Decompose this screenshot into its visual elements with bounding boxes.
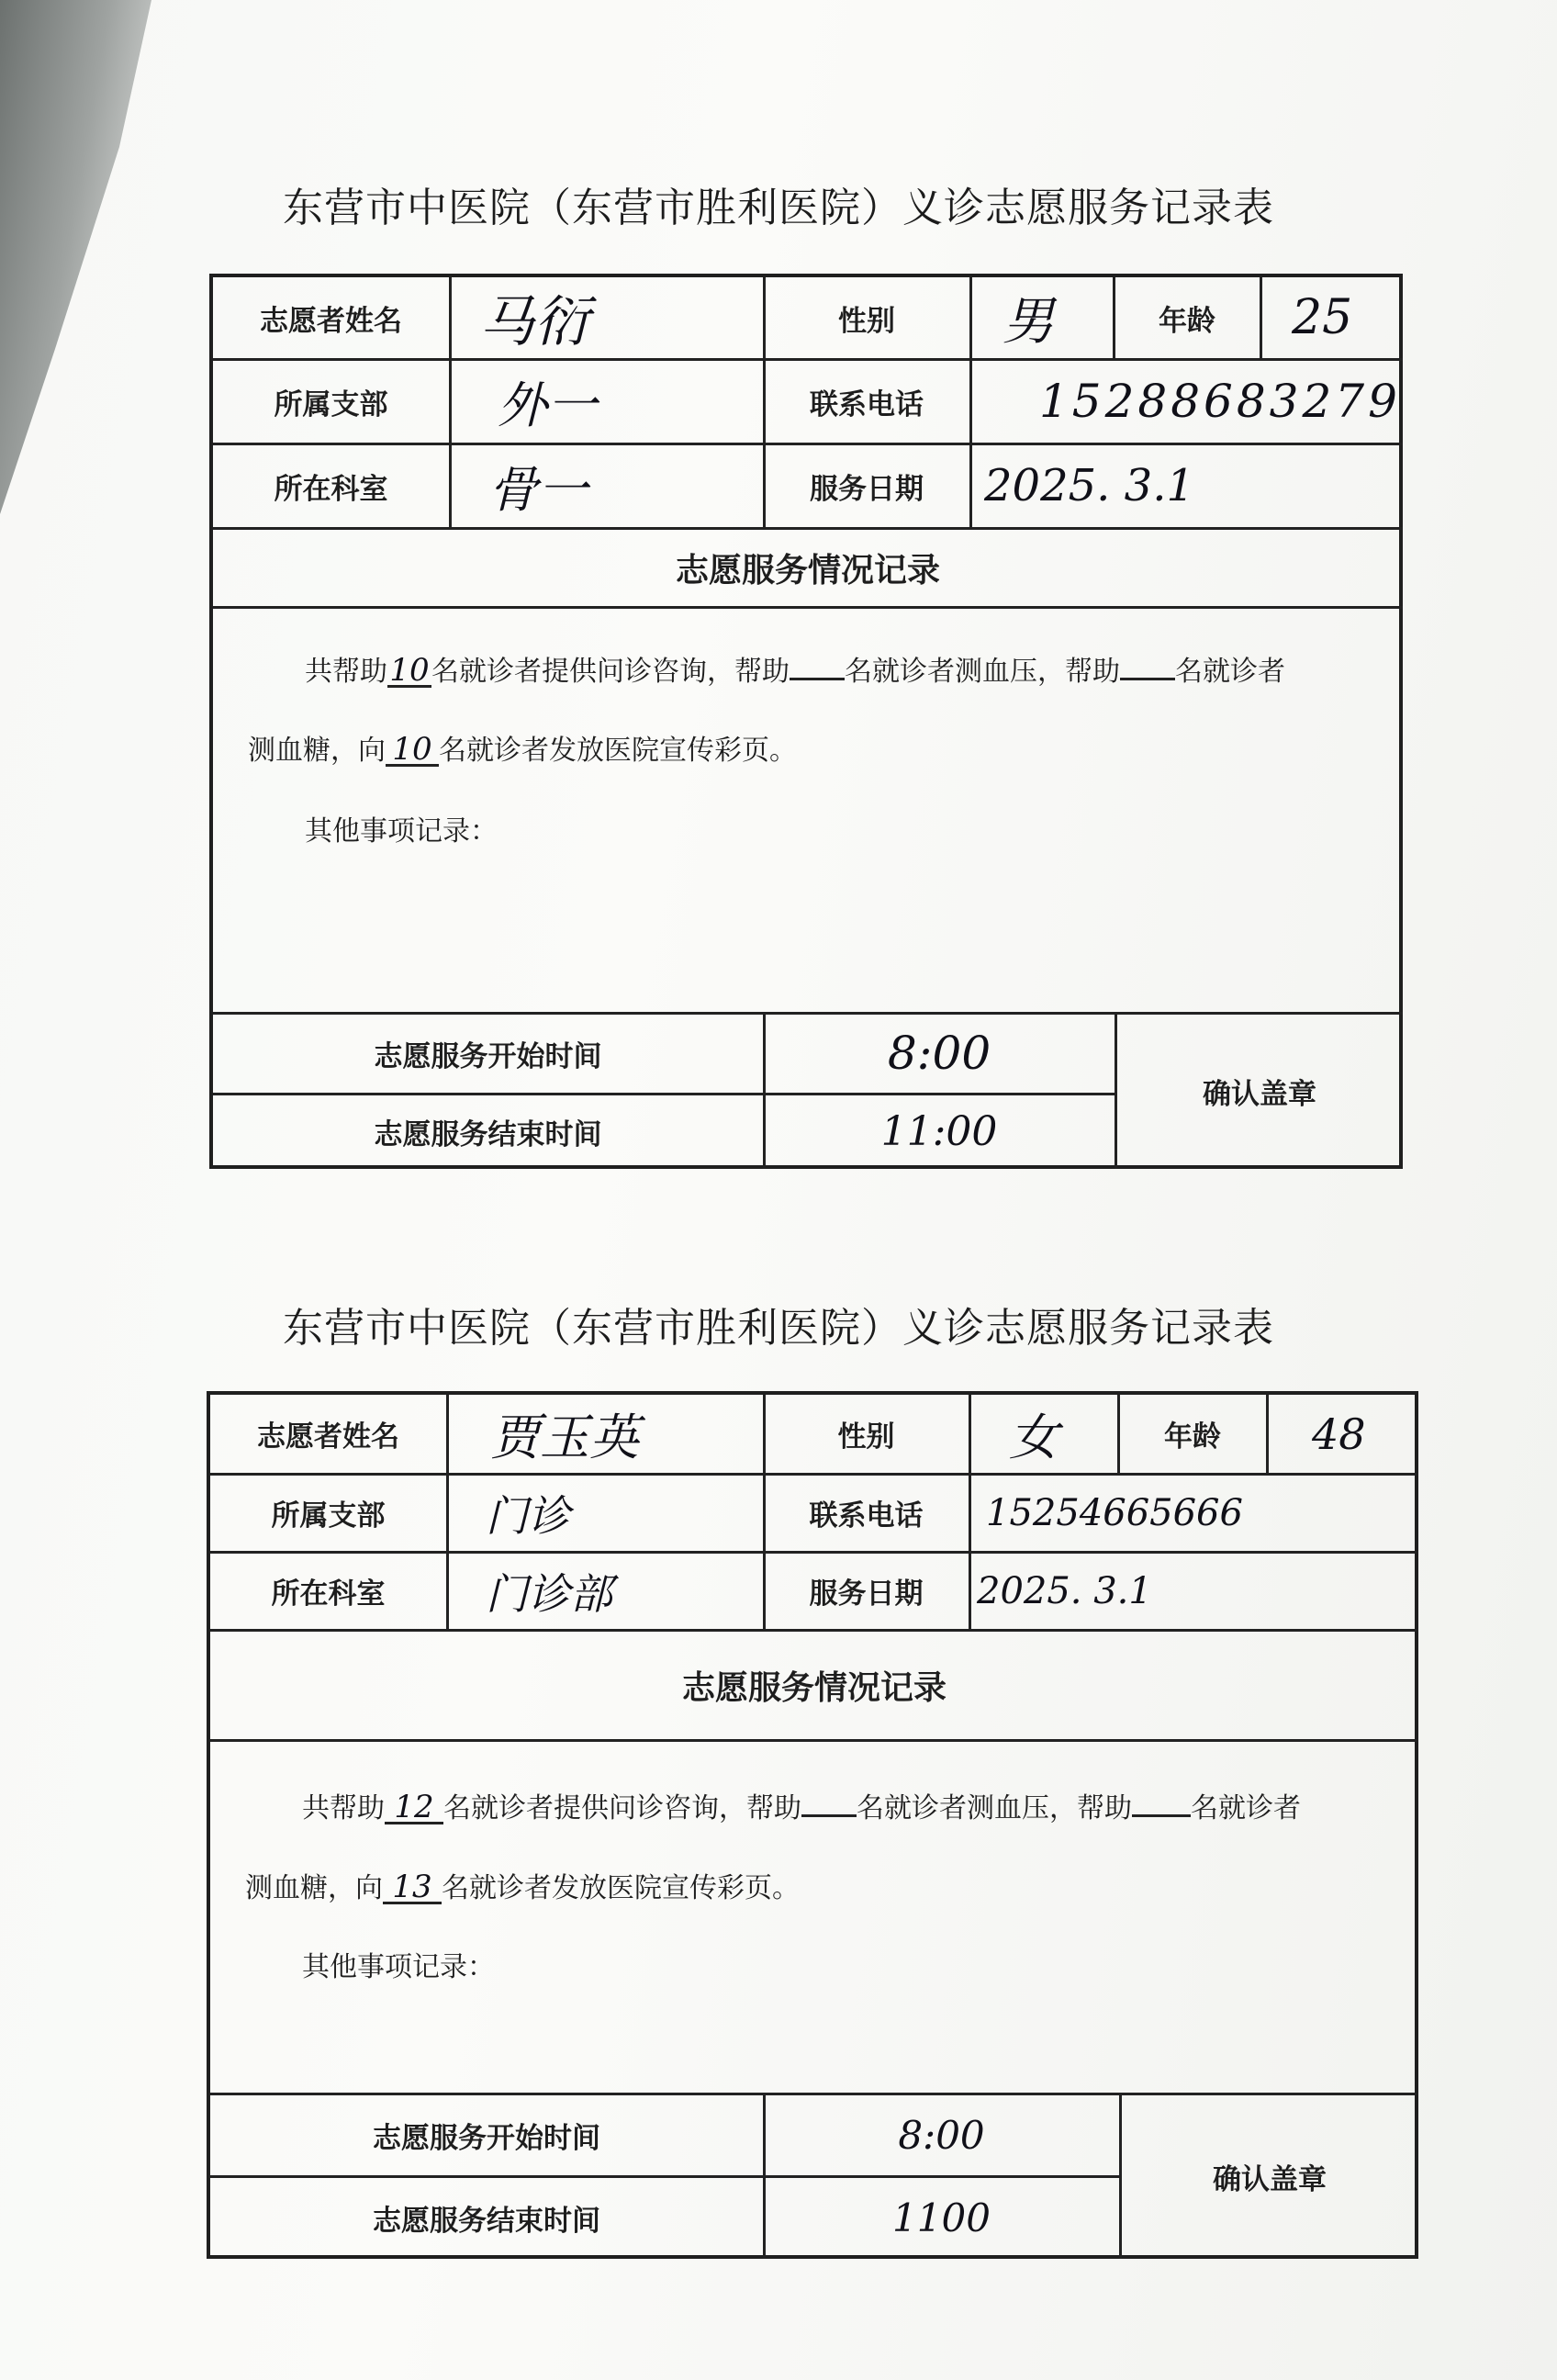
service-line-1 — [305, 648, 1285, 689]
department-label: 所在科室 — [274, 472, 388, 506]
section-heading: 志愿服务情况记录 — [681, 1668, 947, 1707]
text-segment: 名就诊者测血压，帮助 — [845, 656, 1120, 688]
volunteer-form-1 — [209, 274, 1403, 1169]
consult-count: 10 — [387, 656, 431, 688]
age-label: 年龄 — [1164, 1420, 1221, 1454]
branch-value: 外一 — [498, 376, 597, 434]
seal-label: 确认盖章 — [1203, 1078, 1316, 1111]
gender-value: 女 — [1009, 1409, 1059, 1466]
branch-label: 所属支部 — [271, 1499, 386, 1532]
end-time-value: 11:00 — [880, 1108, 998, 1155]
date-label: 服务日期 — [809, 1577, 924, 1611]
row-divider — [213, 606, 1403, 609]
department-value: 门诊部 — [486, 1568, 612, 1619]
text-segment: 名就诊者 — [1191, 1792, 1301, 1824]
start-time-label: 志愿服务开始时间 — [373, 2121, 600, 2155]
other-notes-label: 其他事项记录： — [302, 1951, 495, 1983]
text-segment: 名就诊者提供问诊咨询，帮助 — [431, 656, 790, 688]
phone-label: 联系电话 — [809, 1499, 924, 1532]
seal-label: 确认盖章 — [1213, 2163, 1327, 2196]
text-segment: 名就诊者测血压，帮助 — [857, 1792, 1132, 1824]
col-divider — [969, 1395, 971, 1629]
start-time-label: 志愿服务开始时间 — [374, 1039, 602, 1073]
text-segment: 测血糖，向 — [245, 1872, 383, 1904]
form-title: 东营市中医院（东营市胜利医院）义诊志愿服务记录表 — [283, 185, 1274, 231]
col-divider — [1260, 277, 1262, 358]
phone-label: 联系电话 — [810, 387, 924, 421]
service-line-2 — [245, 1865, 800, 1905]
name-label: 志愿者姓名 — [257, 1420, 399, 1454]
date-value: 2025. 3.1 — [977, 1569, 1152, 1612]
row-divider — [210, 1739, 1418, 1742]
bp-count — [790, 678, 845, 680]
text-segment: 名就诊者发放医院宣传彩页。 — [439, 735, 797, 767]
text-segment: 共帮助 — [305, 656, 387, 688]
name-label: 志愿者姓名 — [260, 304, 402, 338]
department-value: 骨一 — [488, 460, 588, 519]
branch-value: 门诊 — [486, 1490, 570, 1541]
phone-value: 15254665666 — [986, 1491, 1243, 1534]
gender-label: 性别 — [837, 1420, 895, 1454]
text-segment: 名就诊者 — [1175, 656, 1285, 688]
branch-label: 所属支部 — [274, 387, 388, 421]
col-divider — [446, 1395, 449, 1629]
flyer-count: 10 — [386, 735, 439, 767]
age-label: 年龄 — [1159, 304, 1215, 338]
glucose-count — [1120, 678, 1175, 680]
gender-value: 男 — [1003, 292, 1054, 352]
name-value: 马衍 — [479, 290, 589, 354]
age-value: 48 — [1312, 1409, 1366, 1459]
gender-label: 性别 — [838, 304, 895, 338]
end-time-label: 志愿服务结束时间 — [374, 1118, 602, 1151]
consult-count: 12 — [385, 1792, 443, 1824]
end-time-label: 志愿服务结束时间 — [373, 2205, 600, 2238]
date-label: 服务日期 — [810, 472, 924, 506]
volunteer-form-2 — [207, 1391, 1418, 2259]
service-line-1 — [302, 1785, 1301, 1825]
glucose-count — [1132, 1814, 1191, 1817]
bp-count — [801, 1814, 857, 1817]
phone-value: 15288683279 — [1039, 375, 1401, 428]
text-segment: 共帮助 — [302, 1792, 385, 1824]
service-line-2 — [248, 727, 797, 768]
form-title: 东营市中医院（东营市胜利医院）义诊志愿服务记录表 — [283, 1305, 1274, 1352]
section-heading: 志愿服务情况记录 — [675, 551, 940, 589]
date-value: 2025. 3.1 — [984, 460, 1195, 511]
other-notes-label: 其他事项记录： — [305, 815, 498, 848]
department-label: 所在科室 — [271, 1577, 386, 1611]
col-divider — [969, 277, 972, 527]
name-value: 贾玉英 — [490, 1409, 639, 1466]
age-value: 25 — [1292, 290, 1353, 345]
end-time-value: 1100 — [892, 2195, 991, 2240]
text-segment: 测血糖，向 — [248, 735, 386, 767]
col-divider — [449, 277, 452, 527]
text-segment: 名就诊者提供问诊咨询，帮助 — [443, 1792, 801, 1824]
start-time-value: 8:00 — [898, 2112, 985, 2158]
start-time-value: 8:00 — [887, 1027, 991, 1080]
col-divider — [1266, 1395, 1269, 1473]
text-segment: 名就诊者发放医院宣传彩页。 — [442, 1872, 800, 1904]
flyer-count: 13 — [383, 1872, 442, 1904]
